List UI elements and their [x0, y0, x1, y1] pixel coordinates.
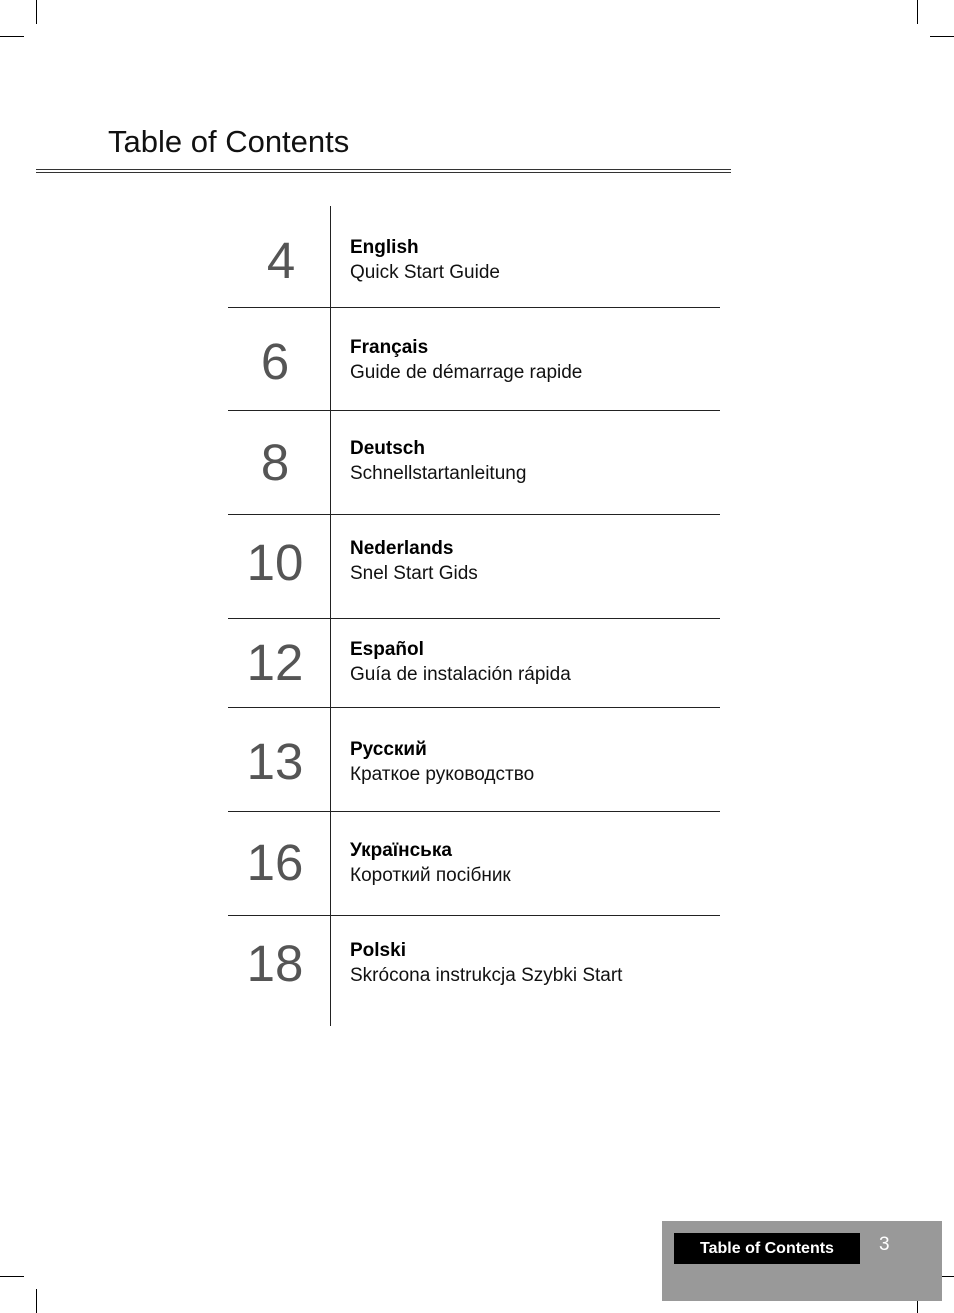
toc-entry-deutsch[interactable]	[228, 411, 720, 514]
crop-mark	[36, 0, 37, 24]
page-number: 3	[879, 1234, 890, 1255]
page-footer	[662, 1221, 942, 1301]
toc-page-number: 6	[260, 333, 290, 390]
toc-subtitle: Короткий посібник	[350, 865, 511, 886]
toc-page-number: 16	[246, 834, 304, 891]
toc-subtitle: Snel Start Gids	[350, 563, 478, 584]
toc-entry-russian[interactable]	[228, 708, 720, 811]
crop-mark	[0, 1276, 24, 1277]
toc-entry-ukrainian[interactable]	[228, 812, 720, 915]
crop-mark	[917, 0, 918, 24]
toc-entry-espanol[interactable]	[228, 619, 720, 707]
toc-page-number: 8	[260, 434, 290, 491]
title-rule	[36, 169, 731, 173]
toc-language: Nederlands	[350, 538, 454, 559]
toc-entry-polski[interactable]	[228, 916, 720, 1026]
toc-language: Español	[350, 639, 424, 660]
crop-mark	[0, 36, 24, 37]
toc-language: Русский	[350, 739, 427, 760]
toc-language: Français	[350, 337, 429, 358]
toc-page-number: 12	[246, 634, 304, 691]
toc-subtitle: Schnellstartanleitung	[350, 463, 527, 484]
page-title: Table of Contents	[108, 124, 350, 159]
toc-language: English	[350, 237, 419, 258]
crop-mark	[36, 1289, 37, 1313]
toc-language: Deutsch	[350, 438, 425, 459]
toc-language: Polski	[350, 940, 406, 961]
toc-entry-nederlands[interactable]	[228, 515, 720, 618]
toc-page-number: 18	[246, 935, 304, 992]
crop-mark	[930, 36, 954, 37]
toc-page-number: 10	[246, 534, 304, 591]
toc-entry-english[interactable]	[228, 206, 720, 307]
footer-section-label: Table of Contents	[674, 1233, 860, 1264]
toc-entry-francais[interactable]	[228, 308, 720, 410]
toc-subtitle: Краткое руководство	[350, 764, 535, 785]
toc-language: Українська	[350, 840, 452, 861]
toc-subtitle: Skrócona instrukcja Szybki Start	[350, 965, 623, 986]
toc-page-number: 4	[266, 232, 296, 289]
toc-page-number: 13	[246, 733, 304, 790]
toc-subtitle: Guía de instalación rápida	[350, 664, 571, 685]
toc-subtitle: Quick Start Guide	[350, 262, 500, 283]
toc-subtitle: Guide de démarrage rapide	[350, 362, 583, 383]
